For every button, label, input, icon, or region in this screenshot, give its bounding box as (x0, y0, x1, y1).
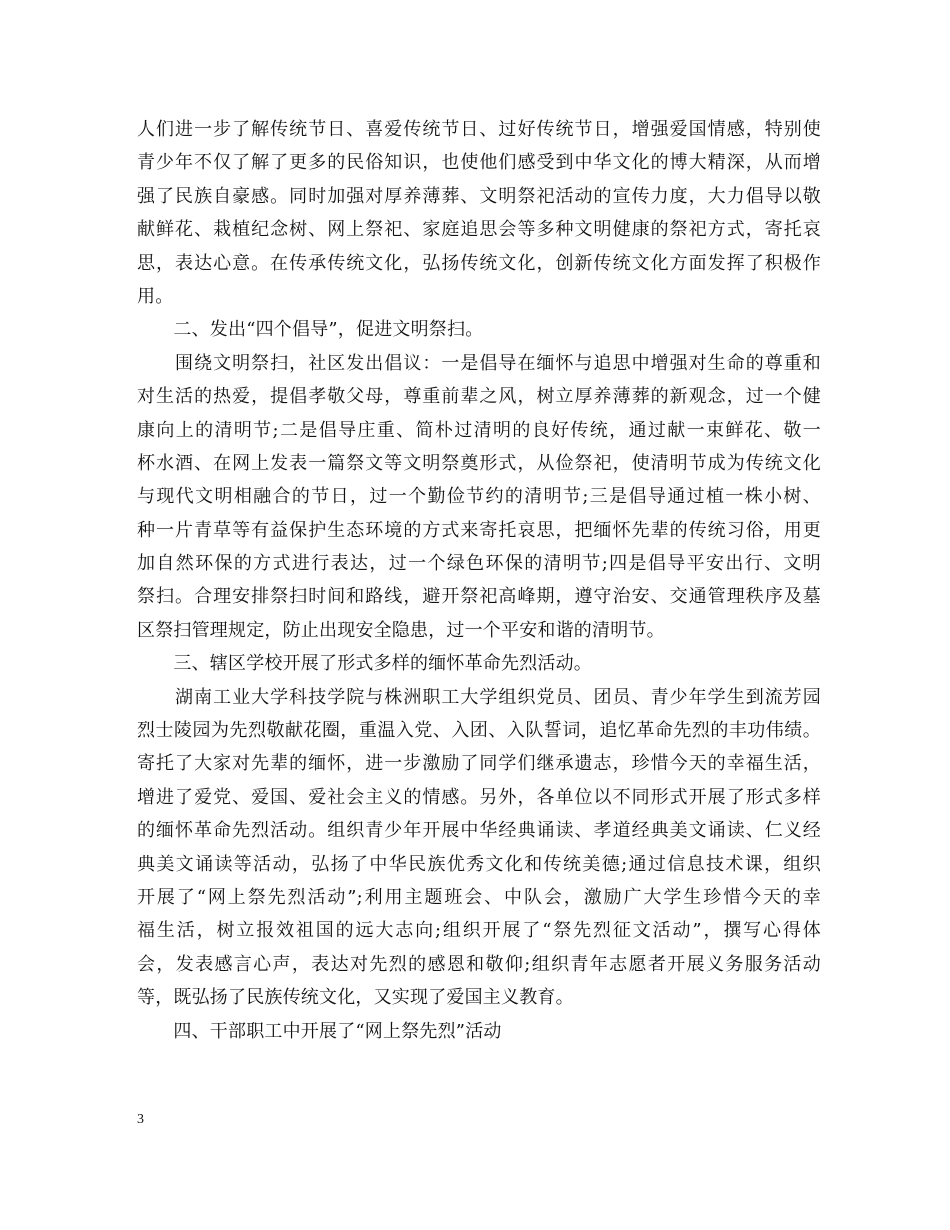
text-line: 福生活，树立报效祖国的远大志向;组织开展了“祭先烈征文活动”，撰写心得体 (137, 920, 821, 942)
text-line: 开展了“网上祭先烈活动”;利用主题班会、中队会，激励广大学生珍惜今天的幸 (137, 886, 821, 908)
text-line: 典美文诵读等活动，弘扬了中华民族优秀文化和传统美德;通过信息技术课，组织 (137, 853, 821, 875)
text-line: 强了民族自豪感。同时加强对厚养薄葬、文明祭祀活动的宣传力度，大力倡导以敬 (137, 185, 821, 207)
page-number: 3 (137, 1112, 144, 1127)
text-line: 的缅怀革命先烈活动。组织青少年开展中华经典诵读、孝道经典美文诵读、仁义经 (137, 820, 821, 842)
text-line: 杯水酒、在网上发表一篇祭文等文明祭奠形式，从俭祭祀，使清明节成为传统文化 (137, 452, 821, 474)
text-line: 烈士陵园为先烈敬献花圈，重温入党、入团、入队誓词，追忆革命先烈的丰功伟绩。 (137, 720, 821, 742)
text-line: 增进了爱党、爱国、爱社会主义的情感。另外，各单位以不同形式开展了形式多样 (137, 786, 821, 808)
text-line: 人们进一步了解传统节日、喜爱传统节日、过好传统节日，增强爱国情感，特别使 (137, 119, 821, 140)
text-line: 湖南工业大学科技学院与株洲职工大学组织党员、团员、青少年学生到流芳园 (137, 686, 821, 708)
text-line: 对生活的热爱，提倡孝敬父母，尊重前辈之风，树立厚养薄葬的新观念，过一个健 (137, 386, 821, 408)
text-line: 思，表达心意。在传承传统文化，弘扬传统文化，创新传统文化方面发挥了积极作 (137, 252, 821, 274)
text-line: 二、发出“四个倡导”，促进文明祭扫。 (137, 319, 484, 341)
text-line: 用。 (137, 285, 174, 307)
text-line: 三、辖区学校开展了形式多样的缅怀革命先烈活动。 (137, 653, 592, 675)
body-text (137, 113, 821, 1048)
text-line: 与现代文明相融合的节日，过一个勤俭节约的清明节;三是倡导通过植一株小树、 (137, 486, 821, 508)
text-line: 寄托了大家对先辈的缅怀，进一步激励了同学们继承遗志，珍惜今天的幸福生活， (137, 753, 821, 775)
text-line: 青少年不仅了解了更多的民俗知识，也使他们感受到中华文化的博大精深，从而增 (137, 152, 821, 174)
text-line: 种一片青草等有益保护生态环境的方式来寄托哀思，把缅怀先辈的传统习俗，用更 (137, 519, 821, 541)
text-line: 会，发表感言心声，表达对先烈的感恩和敬仰;组织青年志愿者开展义务服务活动 (137, 953, 821, 975)
text-line: 区祭扫管理规定，防止出现安全隐患，过一个平安和谐的清明节。 (137, 619, 665, 641)
text-line: 等，既弘扬了民族传统文化，又实现了爱国主义教育。 (137, 987, 574, 1009)
text-line: 围绕文明祭扫，社区发出倡议：一是倡导在缅怀与追思中增强对生命的尊重和 (137, 352, 821, 374)
text-line: 加自然环保的方式进行表达，过一个绿色环保的清明节;四是倡导平安出行、文明 (137, 553, 821, 575)
text-line: 康向上的清明节;二是倡导庄重、简朴过清明的良好传统，通过献一束鲜花、敬一 (137, 419, 821, 441)
text-line: 祭扫。合理安排祭扫时间和路线，避开祭祀高峰期，遵守治安、交通管理秩序及墓 (137, 586, 821, 608)
text-line: 献鲜花、栽植纪念树、网上祭祀、家庭追思会等多种文明健康的祭祀方式，寄托哀 (137, 219, 821, 241)
text-line: 四、干部职工中开展了“网上祭先烈”活动 (137, 1020, 502, 1042)
